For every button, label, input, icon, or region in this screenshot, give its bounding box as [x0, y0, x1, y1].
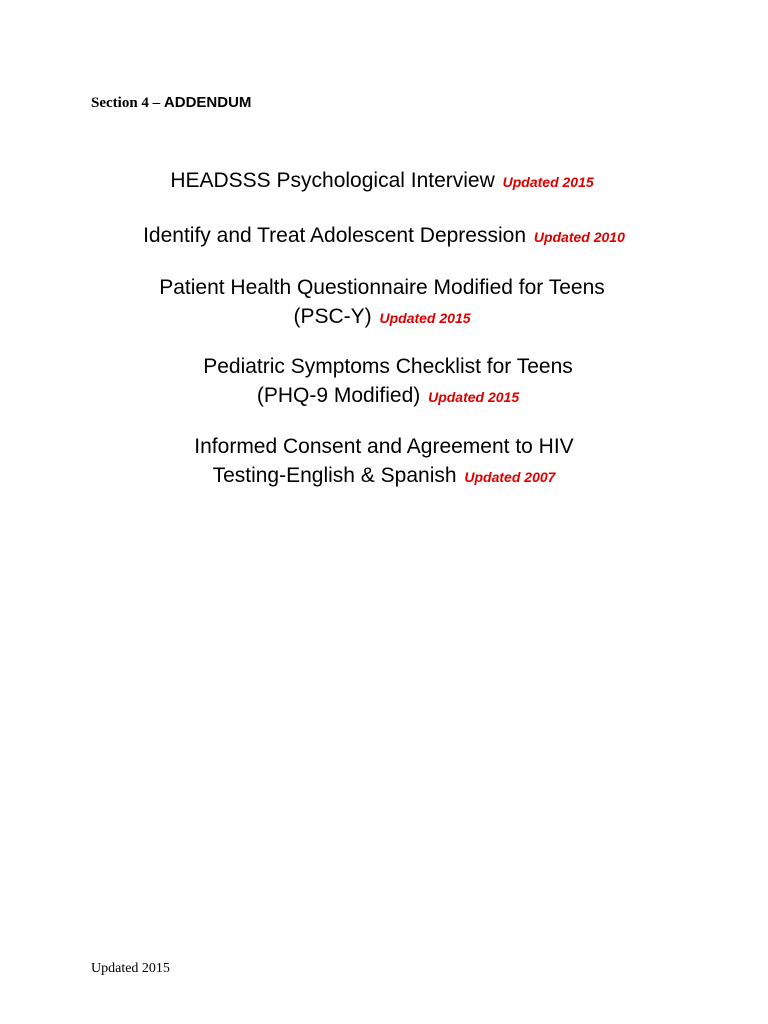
toc-entry-title: HEADSSS Psychological Interview [170, 169, 495, 192]
update-tag: Updated 2015 [428, 389, 520, 405]
toc-entry-line [4, 381, 768, 412]
toc-entry-headsss-interview [0, 166, 766, 197]
toc-entry-hiv-informed-consent [0, 432, 768, 492]
toc-entry-line [0, 166, 766, 197]
toc-entry-line [0, 461, 768, 492]
toc-entry-patient-health-questionnaire [0, 273, 766, 333]
toc-entry-line [0, 302, 766, 333]
toc-entry-line [0, 221, 768, 252]
section-number: Section 4 – [91, 95, 164, 111]
update-tag: Updated 2010 [533, 229, 625, 245]
toc-entry-subtitle: Testing-English & Spanish [212, 464, 457, 487]
toc-entry-title: Patient Health Questionnaire Modified for Teens [159, 276, 605, 299]
page-footer: Updated 2015 [91, 961, 170, 976]
toc-entry-title: Informed Consent and Agreement to HIV [194, 435, 574, 458]
update-tag: Updated 2007 [464, 469, 556, 485]
toc-entry-line [0, 432, 768, 461]
toc-entry-line [4, 352, 768, 381]
toc-entry-title: Pediatric Symptoms Checklist for Teens [203, 355, 573, 378]
toc-entry-line [0, 273, 766, 302]
section-title: ADDENDUM [163, 94, 252, 111]
update-tag: Updated 2015 [379, 310, 471, 326]
toc-entry-pediatric-symptoms-checklist [4, 352, 768, 412]
toc-entry-subtitle: (PSC-Y) [293, 305, 372, 328]
toc-entry-title: Identify and Treat Adolescent Depression [143, 224, 526, 247]
section-heading [91, 93, 251, 113]
toc-entry-subtitle: (PHQ-9 Modified) [256, 384, 421, 407]
toc-entry-adolescent-depression [0, 221, 768, 252]
update-tag: Updated 2015 [502, 174, 594, 190]
